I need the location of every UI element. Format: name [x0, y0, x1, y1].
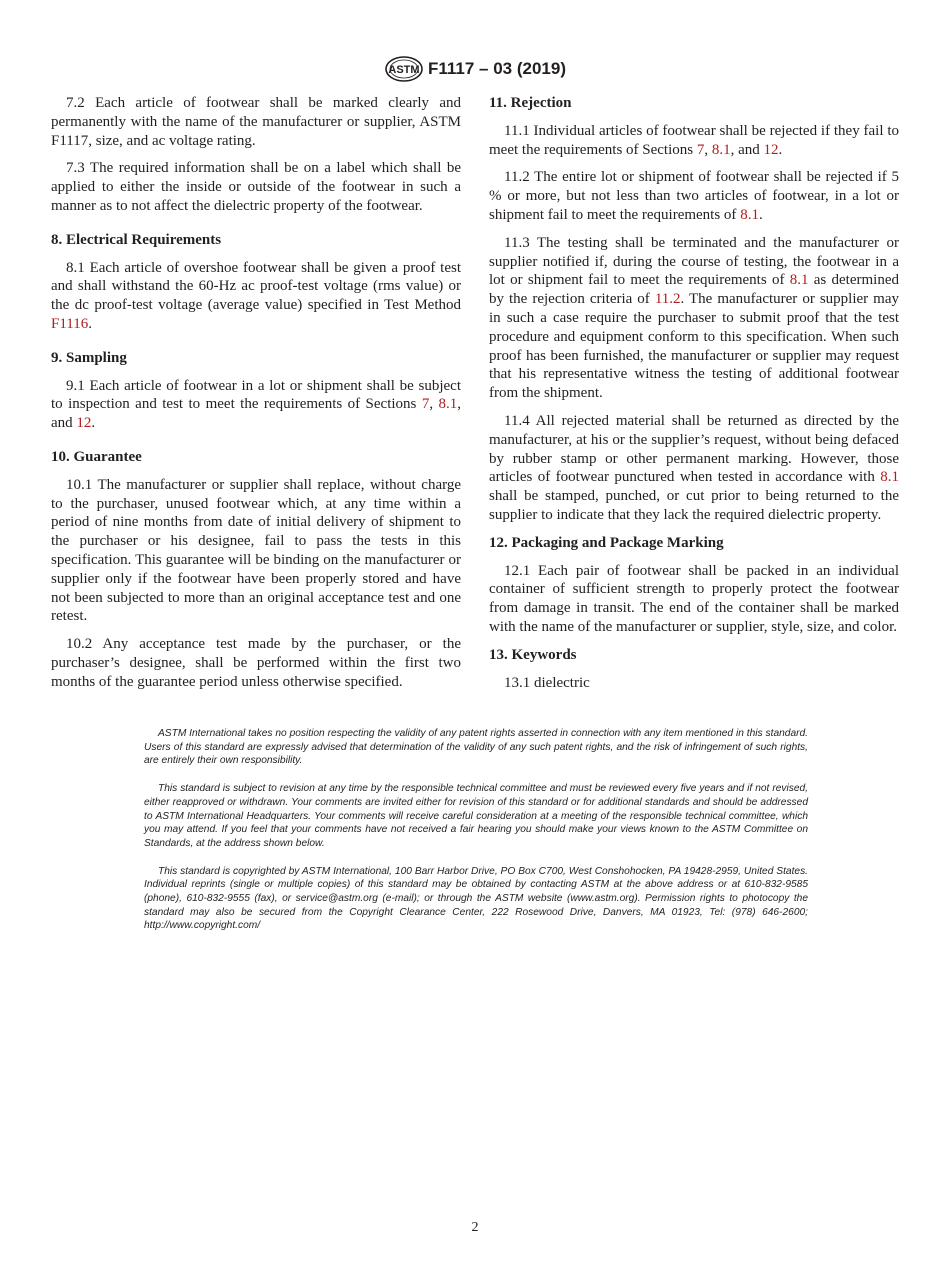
ref-link-12[interactable]: 12 [763, 141, 779, 158]
punctuation: . [88, 315, 92, 332]
paragraph-11-3 [489, 234, 899, 403]
separator: , and [51, 396, 462, 432]
ref-link-8-1[interactable]: 8.1 [789, 272, 809, 289]
paragraph-7-2: 7.2 Each article of footwear shall be marked clearly and permanently with the name of the manufacturer or supplier, ASTM F1117, size, and ac voltage rating. [51, 95, 461, 149]
paragraph-11-2 [489, 168, 899, 224]
paragraph-11-2-text: 11.2 The entire lot or shipment of footwear shall be rejected if 5 % or more, but not less than two articles of footwear, in a lot or shipment fail to meet the requirements of [489, 169, 899, 223]
punctuation: . [758, 206, 763, 223]
paragraph-8-1-text: 8.1 Each article of overshoe footwear shall be given a proof test and shall withstand the 60-Hz ac proof-test voltage (rms value) or the dc proof-test voltage (average value) specified in Test Method [51, 259, 461, 314]
paragraph-11-3-text: as determined by the rejection criteria of [489, 272, 899, 308]
logo-lettering: ASTM [388, 64, 420, 76]
footer-notes [144, 727, 808, 947]
punctuation: . [91, 415, 96, 432]
paragraph-11-3-text: 11.3 The testing shall be terminated and the manufacturer or supplier notified if, during the course of testing, the footwear in a lot or shipment fail to meet the requirements of [489, 234, 899, 289]
paragraph-7-3: 7.3 The required information shall be on a label which shall be applied to either the inside or outside of the footwear in such a manner as to not affect the dielectric property of the footwear. [51, 160, 461, 214]
left-column [51, 94, 461, 701]
ref-link-8-1[interactable]: 8.1 [438, 396, 458, 413]
ref-link-11-2[interactable]: 11.2 [654, 291, 681, 308]
footer-note-revision: This standard is subject to revision at any time by the responsible technical committee and must be reviewed every five years and if not revised, either reapproved or withdrawn. Your comments are invited either for revision of this standard or for additional standards and should be addressed to ASTM International Headquarters. Your comments will receive careful consideration at a meeting of the responsible technical committee, which you may attend. If you feel that your comments have not received a fair hearing you should make your views known to the ASTM Committee on Standards, at the address shown below. [144, 783, 808, 849]
paragraph-13-1: 13.1 dielectric [504, 674, 590, 691]
document-designation: F1117 – 03 (2019) [427, 59, 566, 78]
paragraph-10-1: 10.1 The manufacturer or supplier shall replace, without charge to the purchaser, unused footwear which, at any time within a period of nine months from date of initial delivery of shipment to the purchaser or his designee, fail to pass the tests in this specification. This guarantee will be binding on the manufacturer or supplier only if the footwear have been properly stored and have not been subjected to more than an original acceptance test and one retest. [51, 476, 461, 625]
section-heading-12: 12. Packaging and Package Marking [489, 534, 724, 551]
ref-link-7[interactable]: 7 [421, 396, 430, 413]
section-heading-11: 11. Rejection [489, 95, 572, 111]
separator: , and [730, 141, 764, 158]
paragraph-9-1 [51, 377, 461, 433]
paragraph-11-4-text: shall be stamped, punched, or cut prior to being returned to the supplier to indicate that they lack the required dielectric property. [489, 488, 899, 523]
right-column [489, 94, 899, 701]
paragraph-11-1 [489, 122, 899, 160]
section-heading-10: 10. Guarantee [51, 448, 142, 465]
paragraph-11-4-text: 11.4 All rejected material shall be returned as directed by the manufacturer, at his or the supplier’s request, without being defaced by rubber stamp or other permanent marking. However, those articles of footwear punctured when tested in accordance with [489, 412, 899, 486]
astm-logo-icon [384, 56, 424, 82]
paragraph-10-2: 10.2 Any acceptance test made by the purchaser, or the purchaser’s designee, shall be performed within the first two months of the guarantee period unless otherwise specified. [51, 636, 461, 690]
paragraph-11-1-text: 11.1 Individual articles of footwear shall be rejected if they fail to meet the requirements of Sections [489, 122, 899, 158]
punctuation: . [778, 141, 783, 158]
ref-link-8-1[interactable]: 8.1 [740, 206, 759, 223]
paragraph-11-4 [489, 412, 899, 525]
paragraph-9-1-text: 9.1 Each article of footwear in a lot or shipment shall be subject to inspection and test to meet the requirements of Sections [51, 377, 461, 413]
page-header [0, 56, 950, 82]
ref-link-12[interactable]: 12 [76, 415, 92, 432]
footer-note-patent: ASTM International takes no position respecting the validity of any patent rights asserted in connection with any item mentioned in this standard. Users of this standard are expressly advised that determination of the validity of any such patent rights, and the risk of infringement of such rights, are entirely their own responsibility. [144, 728, 808, 767]
separator: , [429, 396, 439, 413]
section-heading-13: 13. Keywords [489, 646, 577, 663]
paragraph-8-1 [51, 259, 461, 334]
ref-link-7[interactable]: 7 [696, 141, 705, 158]
ref-link-8-1[interactable]: 8.1 [880, 469, 899, 486]
paragraph-11-3-text: . The manufacturer or supplier may in such a case require the purchaser to submit proof that the test procedure and equipment conform to this specification. When such proof has been furnished, the manufacturer or supplier may request that his representative witness the testing of additional footwear from the shipment. [489, 291, 899, 402]
section-heading-9: 9. Sampling [51, 349, 127, 366]
section-heading-8: 8. Electrical Requirements [51, 231, 222, 248]
footer-note-copyright: This standard is copyrighted by ASTM International, 100 Barr Harbor Drive, PO Box C700, West Conshohocken, PA 19428-2959, United States. Individual reprints (single or multiple copies) of this standard may be obtained by contacting ASTM at the above address or at 610-832-9585 (phone), 610-832-9555 (fax), or service@astm.org (e-mail); or through the ASTM website (www.astm.org). Permission rights to photocopy the standard may also be secured from the Copyright Clearance Center, 222 Rosewood Drive, Danvers, MA 01923, Tel: (978) 646-2600; http://www.copyright.com/ [144, 865, 808, 932]
page-number: 2 [471, 1220, 479, 1235]
ref-link-f1116[interactable]: F1116 [51, 315, 89, 332]
separator: , [704, 141, 712, 158]
ref-link-8-1[interactable]: 8.1 [711, 141, 731, 158]
paragraph-12-1: 12.1 Each pair of footwear shall be packed in an individual container of sufficient strength to properly protect the footwear from damage in transit. The end of the container shall be marked with the name of the manufacturer or supplier, style, size, and color. [489, 562, 899, 635]
